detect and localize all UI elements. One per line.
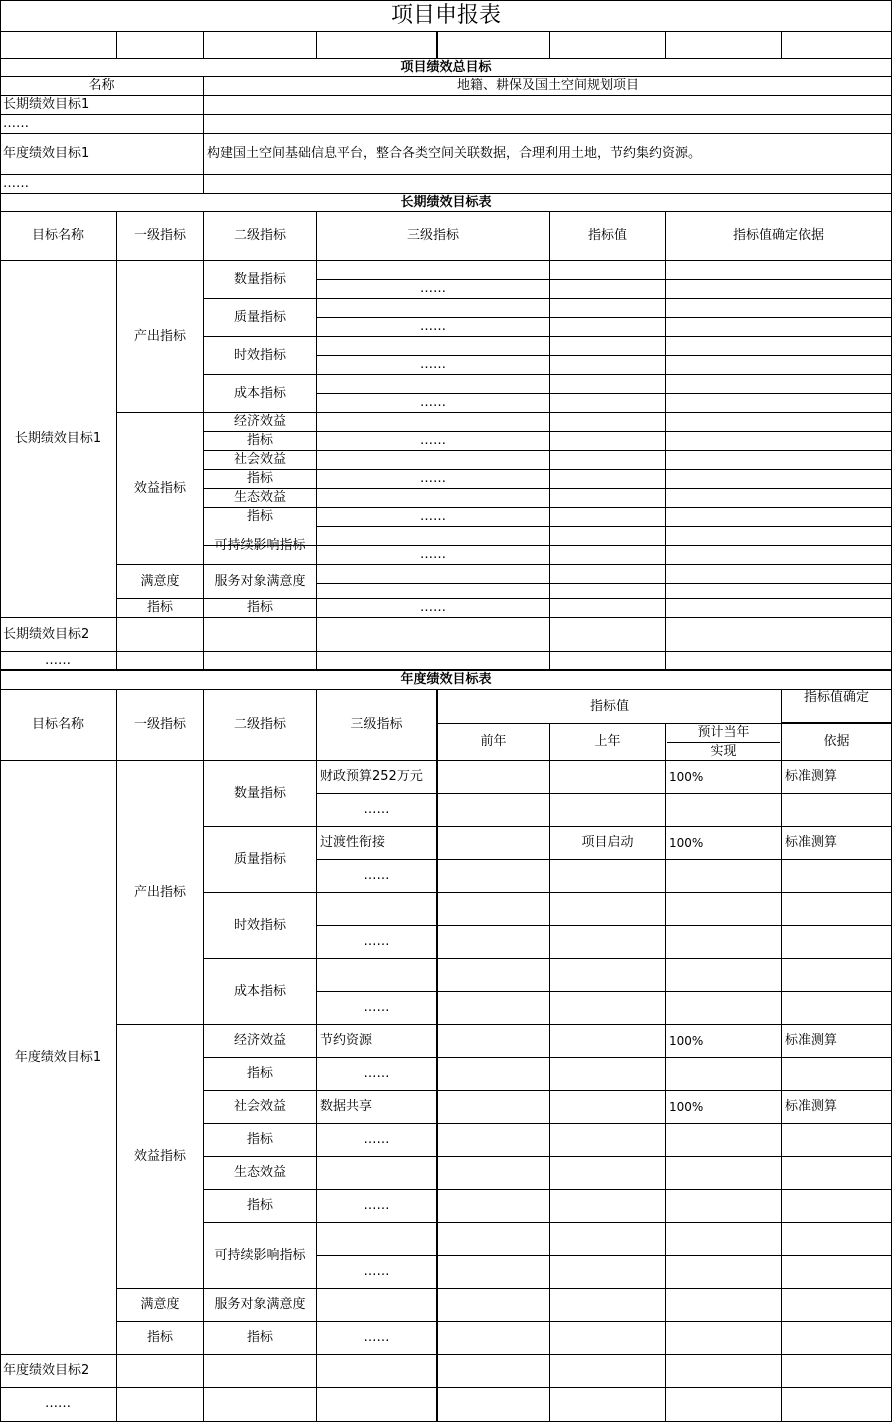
an-goal-2: 年度绩效目标2 (3, 1363, 90, 1378)
an-current-budget: 100% (669, 770, 704, 784)
name-label: 名称 (88, 78, 115, 93)
lt-quantity: 数量指标 (233, 271, 286, 287)
an-current-transition: 100% (669, 836, 704, 850)
an-header-lvl3: 三级指标 (350, 717, 403, 732)
an-timeliness: 时效指标 (233, 917, 286, 933)
summary-annual-goal-1: 年度绩效目标1 (3, 146, 90, 161)
summary-ellipsis-2: …… (3, 176, 29, 191)
lt-header-lvl3: 三级指标 (406, 228, 459, 243)
an-ellipsis-1: …… (363, 802, 390, 817)
an-header-prev-year: 前年 (480, 734, 507, 749)
lt-quality: 质量指标 (233, 309, 286, 325)
an-header-last-year: 上年 (594, 734, 621, 749)
an-ellipsis-2: …… (363, 868, 390, 883)
an-basis-save-resources: 标准测算 (785, 1033, 838, 1048)
an-header-basis-bottom: 依据 (823, 734, 850, 749)
lt-header-lvl2: 二级指标 (233, 228, 286, 243)
lt-header-goal: 目标名称 (31, 228, 84, 243)
lt-ellipsis-10: …… (45, 652, 71, 668)
lt-ecological: 生态效益 (233, 490, 286, 505)
lt-cost: 成本指标 (233, 385, 286, 401)
an-current-data-sharing: 100% (669, 1100, 704, 1114)
an-output: 产出指标 (133, 884, 186, 900)
an-header-current-bottom: 实现 (710, 743, 737, 759)
an-indicator-a: 指标 (246, 1066, 273, 1081)
lt-indicator-b: 指标 (246, 471, 273, 486)
an-basis-data-sharing: 标准测算 (785, 1099, 838, 1114)
an-ellipsis-3: …… (363, 934, 390, 949)
an-header-goal: 目标名称 (31, 717, 84, 732)
an-goal-1: 年度绩效目标1 (14, 1049, 102, 1065)
an-header-current-top: 预计当年 (697, 725, 750, 740)
an-header-lvl1: 一级指标 (133, 717, 186, 732)
an-lvl3-save-resources: 节约资源 (320, 1033, 373, 1048)
project-name: 地籍、耕保及国土空间规划项目 (456, 78, 639, 93)
an-ellipsis-4: …… (363, 1000, 390, 1015)
an-header-value: 指标值 (589, 698, 629, 714)
an-sustainable: 可持续影响指标 (214, 1247, 306, 1263)
lt-ellipsis-9: …… (420, 600, 446, 615)
lt-ellipsis-2: …… (420, 319, 446, 334)
long-term-heading: 长期绩效目标表 (400, 194, 492, 210)
lt-header-lvl1: 一级指标 (133, 228, 186, 243)
an-economic: 经济效益 (233, 1033, 286, 1048)
summary-heading: 项目绩效总目标 (400, 59, 492, 75)
an-last-year-quality: 项目启动 (581, 835, 634, 850)
lt-output: 产出指标 (133, 328, 186, 344)
an-satisfaction: 满意度 (140, 1297, 180, 1312)
an-cost: 成本指标 (233, 983, 286, 999)
lt-ellipsis-8: …… (420, 547, 446, 562)
an-ellipsis-8: …… (363, 1264, 390, 1279)
an-ellipsis-7: …… (363, 1198, 390, 1213)
lt-benefit: 效益指标 (133, 480, 186, 496)
lt-header-value: 指标值 (587, 228, 627, 243)
lt-satisfaction: 满意度 (140, 573, 180, 589)
lt-economic: 经济效益 (233, 414, 286, 429)
an-quantity: 数量指标 (233, 785, 286, 801)
an-social: 社会效益 (233, 1099, 286, 1114)
an-basis-transition: 标准测算 (785, 835, 838, 850)
page-title: 项目申报表 (390, 3, 501, 28)
an-indicator-lvl1: 指标 (146, 1330, 173, 1345)
an-header-basis-top: 指标值确定 (803, 690, 869, 705)
an-indicator-b: 指标 (246, 1132, 273, 1147)
an-benefit: 效益指标 (133, 1148, 186, 1164)
lt-sustainable: 可持续影响指标 (214, 537, 306, 553)
lt-ellipsis-4: …… (420, 395, 446, 410)
an-lvl3-data-sharing: 数据共享 (320, 1099, 373, 1114)
lt-social: 社会效益 (233, 452, 286, 467)
lt-ellipsis-7: …… (420, 509, 446, 524)
an-lvl3-transition: 过渡性衔接 (320, 835, 386, 850)
an-ecological: 生态效益 (233, 1165, 286, 1180)
an-service: 服务对象满意度 (214, 1297, 306, 1312)
lt-goal-1: 长期绩效目标1 (14, 431, 102, 446)
lt-service: 服务对象满意度 (214, 573, 306, 589)
lt-timeliness: 时效指标 (233, 347, 286, 363)
an-lvl3-budget: 财政预算252万元 (320, 769, 423, 784)
an-indicator-d: 指标 (246, 1330, 273, 1345)
lt-indicator-d: 指标 (246, 600, 273, 615)
an-basis-budget: 标准测算 (785, 769, 838, 784)
summary-ellipsis-1: …… (3, 116, 29, 131)
an-ellipsis-6: …… (363, 1132, 390, 1147)
lt-indicator-c: 指标 (246, 509, 273, 524)
an-quality: 质量指标 (233, 851, 286, 867)
annual-goal-1-description: 构建国土空间基础信息平台，整合各类空间关联数据，合理利用土地，节约集约资源。 (207, 146, 702, 161)
annual-heading: 年度绩效目标表 (400, 672, 492, 687)
summary-long-goal-1: 长期绩效目标1 (3, 97, 90, 112)
lt-header-basis: 指标值确定依据 (732, 228, 824, 243)
an-current-save-resources: 100% (669, 1034, 704, 1048)
lt-ellipsis-3: …… (420, 357, 446, 372)
an-ellipsis-9: …… (363, 1330, 390, 1345)
an-ellipsis-5: …… (363, 1066, 390, 1081)
lt-ellipsis-6: …… (420, 471, 446, 486)
an-indicator-c: 指标 (246, 1198, 273, 1213)
lt-indicator-a: 指标 (246, 433, 273, 448)
lt-ellipsis-1: …… (420, 281, 446, 296)
an-ellipsis-10: …… (45, 1396, 71, 1411)
lt-ellipsis-5: …… (420, 433, 446, 448)
an-header-lvl2: 二级指标 (233, 717, 286, 732)
lt-indicator-lvl1: 指标 (146, 600, 173, 615)
lt-goal-2: 长期绩效目标2 (3, 626, 90, 642)
